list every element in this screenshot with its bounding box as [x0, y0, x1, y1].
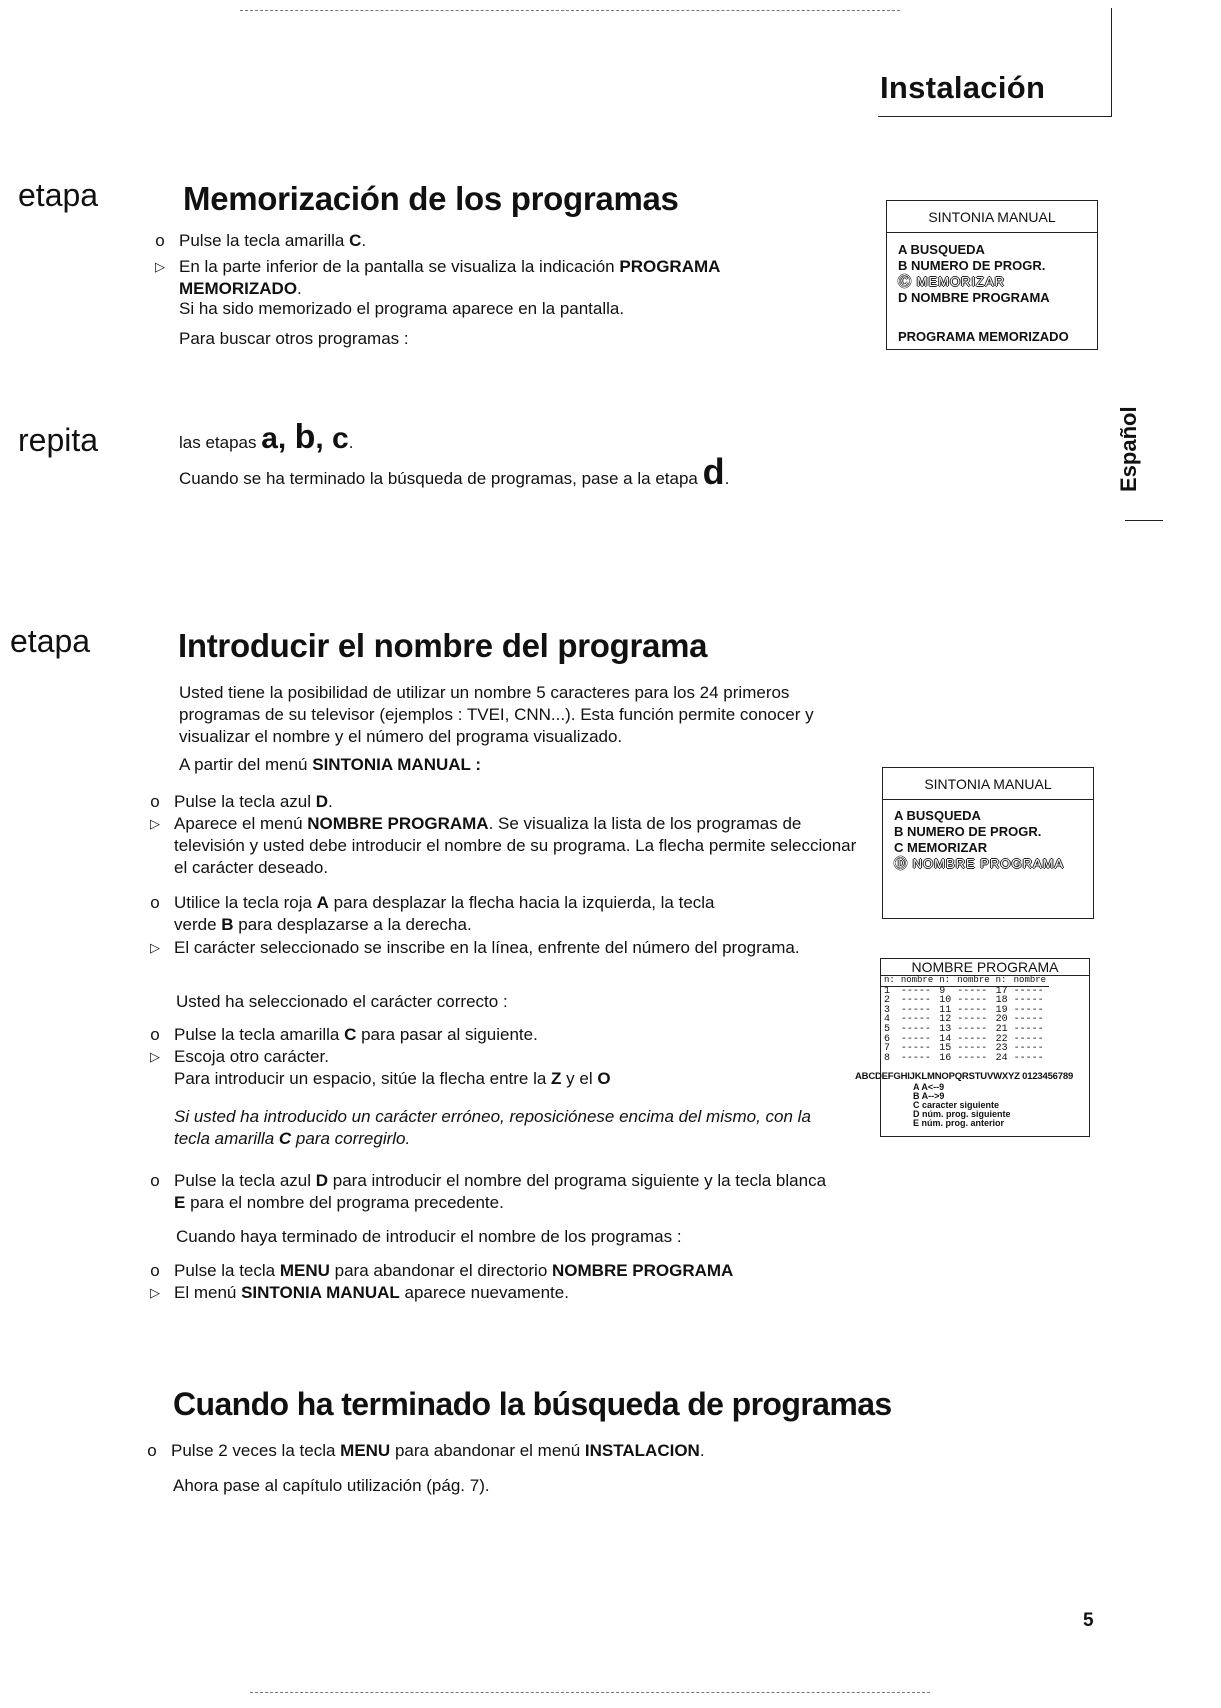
osd2-item-b: B NUMERO DE PROGR.	[894, 824, 1042, 839]
result-arrow-icon: ▷	[150, 816, 160, 831]
osd2-title: SINTONIA MANUAL	[883, 768, 1093, 800]
section2-step-label: etapa	[10, 623, 91, 659]
result-arrow-icon: ▷	[150, 940, 160, 955]
repeat-sentence: Cuando se ha terminado la búsqueda de programas, pase a la etapa d.	[179, 451, 730, 492]
section2-intro: Usted tiene la posibilidad de utilizar un nombre 5 caracteres para los 24 primeros programas de su televisor (ejemplos : TVEI, CNN...). Esta función permite conocer y visualizar el nombre y el número del programa visualizado.	[179, 683, 814, 746]
bullet-icon: o	[150, 1025, 160, 1044]
np-col-header: nombre	[898, 976, 936, 986]
section1-step-label: etapa	[18, 177, 99, 213]
result-arrow-icon: ▷	[150, 1049, 160, 1064]
np-col-header: n:	[936, 976, 954, 986]
section1-item-2: ▷ En la parte inferior de la pantalla se visualiza la indicación PROGRAMA MEMORIZADO.	[155, 257, 720, 298]
section2-step-9: ▷ El menú SINTONIA MANUAL aparece nuevamente.	[150, 1283, 569, 1302]
osd2-item-c: C MEMORIZAR	[894, 840, 988, 855]
np-legend-a: A A<--9	[913, 1082, 945, 1092]
np-row: 4 ----- 12 ----- 20 -----	[884, 1014, 1044, 1026]
np-row: 6 ----- 14 ----- 22 -----	[884, 1033, 1044, 1045]
header-underline	[878, 116, 1112, 117]
bullet-icon: o	[150, 1171, 160, 1190]
section2-space: Para introducir un espacio, sitúe la flecha entre la Z y el O	[174, 1069, 611, 1088]
side-tab-label: Español	[1116, 406, 1141, 492]
osd1-item-d: D NOMBRE PROGRAMA	[898, 290, 1050, 305]
np-row: 5 ----- 13 ----- 21 -----	[884, 1023, 1044, 1035]
osd2-item-d-highlight: Ⓓ NOMBRE PROGRAMA	[894, 856, 1065, 871]
section1-item-1: o Pulse la tecla amarilla C.	[153, 230, 366, 252]
scan-line-bottom	[250, 1692, 930, 1693]
section2-step-4: ▷ El carácter seleccionado se inscribe en la línea, enfrente del número del programa.	[150, 938, 800, 957]
osd-nombre-programa	[855, 958, 1090, 1137]
np-legend-c: C caracter siguiente	[913, 1100, 1000, 1110]
page-header	[880, 70, 1045, 106]
section2-correct: Usted ha seleccionado el carácter correcto :	[176, 992, 508, 1011]
side-tab-rule	[1125, 520, 1163, 521]
section1-title: Memorización de los programas	[183, 180, 679, 217]
section3-step: o Pulse 2 veces la tecla MENU para abandonar el menú INSTALACION.	[145, 1440, 705, 1462]
section2-finish: Cuando haya terminado de introducir el nombre de los programas :	[176, 1227, 682, 1246]
repeat-label: repita	[18, 422, 99, 458]
side-tab	[1116, 406, 1142, 492]
bullet-icon: o	[147, 1441, 157, 1460]
section1-item-3: Si ha sido memorizado el programa aparece en la pantalla.	[179, 299, 625, 318]
scan-line-top	[240, 10, 900, 11]
np-legend-d: D núm. prog. siguiente	[913, 1109, 1011, 1119]
section2-step-8: o Pulse la tecla MENU para abandonar el directorio NOMBRE PROGRAMA	[148, 1260, 733, 1282]
section2-from-menu: A partir del menú SINTONIA MANUAL :	[179, 755, 481, 774]
page-number: 5	[1083, 1610, 1094, 1631]
np-row: 8 ----- 16 ----- 24 -----	[884, 1052, 1044, 1064]
np-row: 3 ----- 11 ----- 19 -----	[884, 1004, 1044, 1016]
np-row: 7 ----- 15 ----- 23 -----	[884, 1043, 1044, 1055]
repeat-steps: las etapas a, b, c.	[179, 418, 354, 456]
section2-step-7: o Pulse la tecla azul D para introducir el nombre del programa siguiente y la tecla blanca E para el nombre del programa precedente.	[148, 1170, 828, 1214]
np-table	[881, 976, 1049, 1063]
np-row: 2 ----- 10 ----- 18 -----	[884, 995, 1044, 1007]
section2-step-2: ▷ Aparece el menú NOMBRE PROGRAMA. Se visualiza la lista de los programas de televisión y usted debe introducir el nombre de su programa. La flecha permite seleccionar el carácter deseado.	[150, 814, 857, 877]
osd-sintonia-manual-nombre	[882, 767, 1094, 919]
osd1-item-b: B NUMERO DE PROGR.	[898, 258, 1046, 273]
osd-sintonia-manual-memorizar	[886, 200, 1098, 350]
bullet-icon: o	[155, 231, 165, 250]
np-alphabet: ABCDEFGHIJKLMNOPQRSTUVWXYZ 0123456789	[855, 1071, 1074, 1082]
bullet-icon: o	[150, 792, 160, 811]
np-col-header: n:	[993, 976, 1011, 986]
np-row: 1 ----- 9 ----- 17 -----	[884, 985, 1044, 997]
section2-step-3: o Utilice la tecla roja A para desplazar la flecha hacia la izquierda, la tecla verde B para desplazarse a la derecha.	[148, 892, 728, 936]
section3-note: Ahora pase al capítulo utilización (pág. 7).	[173, 1476, 490, 1495]
np-legend-b: B A-->9	[913, 1091, 945, 1101]
section2-italic-note: Si usted ha introducido un carácter erróneo, reposiciónese encima del mismo, con la tecla amarilla C para corregirlo.	[174, 1107, 811, 1148]
section1-note: Para buscar otros programas :	[179, 329, 409, 348]
header-title: Instalación	[880, 70, 1046, 105]
osd1-title: SINTONIA MANUAL	[887, 201, 1097, 233]
bullet-icon: o	[150, 893, 160, 912]
osd1-item-a: A BUSQUEDA	[898, 242, 985, 257]
np-legend-e: E núm. prog. anterior	[913, 1118, 1005, 1128]
bullet-icon: o	[150, 1261, 160, 1280]
np-col-header: nombre	[1011, 976, 1049, 986]
np-col-header: n:	[881, 976, 898, 986]
section2-title: Introducir el nombre del programa	[178, 627, 708, 664]
section2-step-6: ▷ Escoja otro carácter.	[150, 1047, 329, 1066]
section3-title: Cuando ha terminado la búsqueda de programas	[173, 1386, 892, 1422]
result-arrow-icon: ▷	[155, 259, 165, 274]
osd2-item-a: A BUSQUEDA	[894, 808, 981, 823]
osd1-footer: PROGRAMA MEMORIZADO	[898, 329, 1069, 344]
section2-step-1: o Pulse la tecla azul D.	[148, 791, 333, 813]
section2-step-5: o Pulse la tecla amarilla C para pasar al siguiente.	[148, 1024, 538, 1046]
osd1-item-c-highlight: Ⓒ MEMORIZAR	[898, 274, 1006, 289]
result-arrow-icon: ▷	[150, 1285, 160, 1300]
header-rule	[1111, 8, 1112, 116]
np-col-header: nombre	[954, 976, 992, 986]
np-title: NOMBRE PROGRAMA	[881, 959, 1089, 976]
